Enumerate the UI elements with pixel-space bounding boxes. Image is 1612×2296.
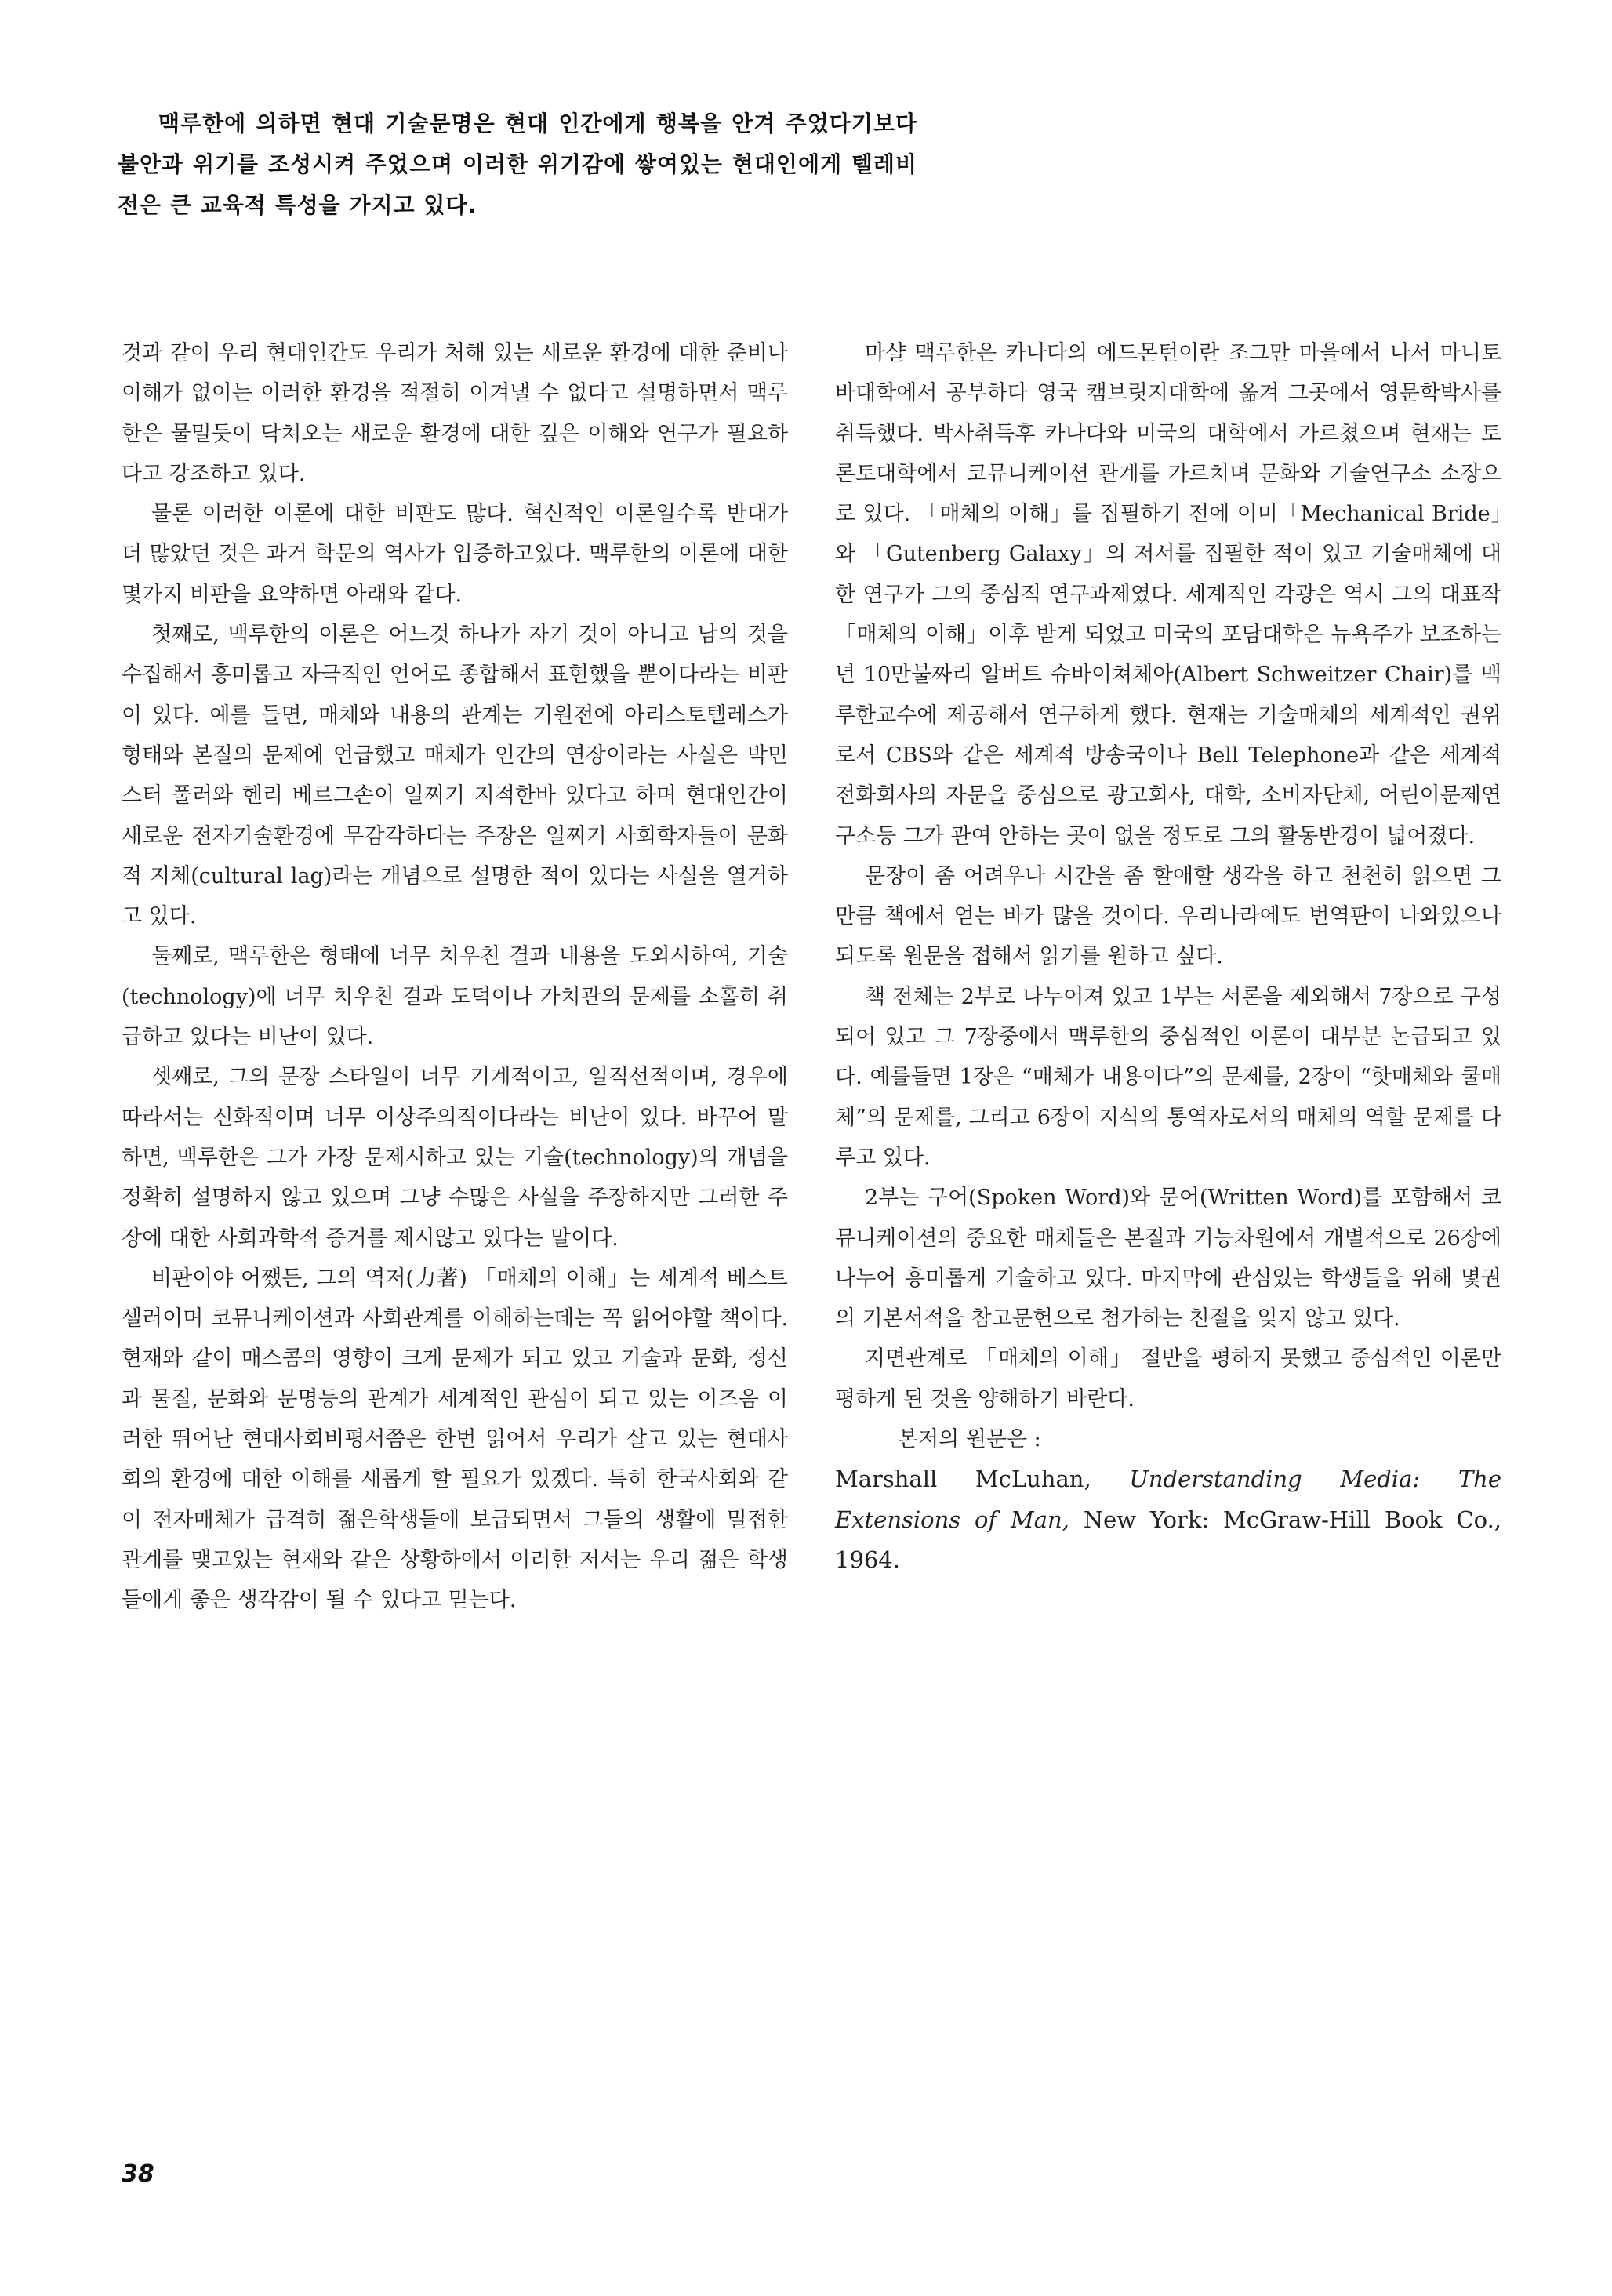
reference-publisher: New York: McGraw-Hill Book Co., 1964. — [835, 1506, 1502, 1573]
reference-title: Understanding Media: The Extensions of Man, — [835, 1466, 1502, 1533]
paragraph: 마샬 맥루한은 카나다의 에드몬턴이란 조그만 마을에서 나서 마니토바대학에서 공부하다 영국 캠브릿지대학에 옮겨 그곳에서 영문학박사를 취득했다. 박사취득후 카나다와 미국의 대학에서 가르쳤으며 현재는 토론토대학에서 코뮤니케이션 관계를 가르치며 문화와 기술연구소 소장으로 있다. 「매체의 이해」를 집필하기 전에 이미「Mechanical Bride」와 「Gutenberg Galaxy」의 저서를 집필한 적이 있고 기술매체에 대한 연구가 그의 중심적 연구과제였다. 세계적인 각광은 역시 그의 대표작「매체의 이해」이후 받게 되었고 미국의 포담대학은 뉴욕주가 보조하는 년 10만불짜리 알버트 슈바이쳐체아(Albert Schweitzer Chair)를 맥루한교수에 제공해서 연구하게 했다. 현재는 기술매체의 세계적인 권위로서 CBS와 같은 세계적 방송국이나 Bell Telephone과 같은 세계적 전화회사의 자문을 중심으로 광고회사, 대학, 소비자단체, 어린이문제연구소등 그가 관여 안하는 곳이 없을 정도로 그의 활동반경이 넓어졌다. — [835, 341, 1501, 848]
reference-heading: 본저의 원문은 : — [898, 1427, 1041, 1452]
right-column — [835, 333, 1501, 1580]
paragraph: 첫째로, 맥루한의 이론은 어느것 하나가 자기 것이 아니고 남의 것을 수집해서 흥미롭고 자극적인 언어로 종합해서 표현했을 뿐이다라는 비판이 있다. 예를 들면, 매체와 내용의 관계는 기원전에 아리스토텔레스가 형태와 본질의 문제에 언급했고 매체가 인간의 연장이라는 사실은 박민스터 풀러와 헨리 베르그손이 일찌기 지적한바 있다고 하며 현대인간이 새로운 전자기술환경에 무감각하다는 주장은 일찌기 사회학자들이 문화적 지체(cultural lag)라는 개념으로 설명한 적이 있다는 사실을 열거하고 있다. — [122, 623, 788, 929]
paragraph: 물론 이러한 이론에 대한 비판도 많다. 혁신적인 이론일수록 반대가 더 많았던 것은 과거 학문의 역사가 입증하고있다. 맥루한의 이론에 대한 몇가지 비판을 요약하면 아래와 같다. — [122, 502, 788, 607]
paragraph: 것과 같이 우리 현대인간도 우리가 처해 있는 새로운 환경에 대한 준비나 이해가 없이는 이러한 환경을 적절히 이겨낼 수 없다고 설명하면서 맥루한은 물밀듯이 닥쳐오는 새로운 환경에 대한 깊은 이해와 연구가 필요하다고 강조하고 있다. — [122, 341, 788, 486]
reference-citation — [835, 1459, 1501, 1580]
paragraph: 지면관계로 「매체의 이해」 절반을 평하지 못했고 중심적인 이론만 평하게 된 것을 양해하기 바란다. — [835, 1346, 1501, 1411]
reference-author: Marshall McLuhan, — [835, 1466, 1091, 1493]
paragraph: 2부는 구어(Spoken Word)와 문어(Written Word)를 포함해서 코뮤니케이션의 중요한 매체들은 본질과 기능차원에서 개별적으로 26장에 나누어 흥미롭게 기술하고 있다. 마지막에 관심있는 학생들을 위해 몇권의 기본서적을 참고문헌으로 첨가하는 친절을 잊지 않고 있다. — [835, 1186, 1501, 1331]
pull-quote — [118, 104, 917, 226]
left-column — [122, 333, 788, 1621]
paragraph: 비판이야 어쨌든, 그의 역저(力著) 「매체의 이해」는 세계적 베스트 셀러이며 코뮤니케이션과 사회관계를 이해하는데는 꼭 읽어야할 책이다. 현재와 같이 매스콤의 영향이 크게 문제가 되고 있고 기술과 문화, 정신과 물질, 문화와 문명등의 관계가 세계적인 관심이 되고 있는 이즈음 이러한 뛰어난 현대사회비평서쯤은 한번 읽어서 우리가 살고 있는 현대사회의 환경에 대한 이해를 새롭게 할 필요가 있겠다. 특히 한국사회와 같이 전자매체가 급격히 젊은학생들에 보급되면서 그들의 생활에 밀접한 관계를 맺고있는 현재와 같은 상황하에서 이러한 저서는 우리 젊은 학생들에게 좋은 생각감이 될 수 있다고 믿는다. — [122, 1266, 788, 1613]
page-number: 38 — [122, 2160, 154, 2188]
paragraph: 책 전체는 2부로 나누어져 있고 1부는 서론을 제외해서 7장으로 구성되어 있고 그 7장중에서 맥루한의 중심적인 이론이 대부분 논급되고 있다. 예를들면 1장은 “매체가 내용이다”의 문제를, 2장이 “핫매체와 쿨매체”의 문제를, 그리고 6장이 지식의 통역자로서의 매체의 역할 문제를 다루고 있다. — [835, 984, 1501, 1170]
paragraph: 둘째로, 맥루한은 형태에 너무 치우친 결과 내용을 도외시하여, 기술(technology)에 너무 치우친 결과 도덕이나 가치관의 문제를 소홀히 취급하고 있다는 비난이 있다. — [122, 944, 788, 1050]
pull-quote-text: 맥루한에 의하면 현대 기술문명은 현대 인간에게 행복을 안겨 주었다기보다 불안과 위기를 조성시켜 주었으며 이러한 위기감에 쌓여있는 현대인에게 텔레비전은 큰 교육적 특성을 가지고 있다. — [118, 111, 917, 218]
paragraph: 문장이 좀 어려우나 시간을 좀 할애할 생각을 하고 천천히 읽으면 그만큼 책에서 얻는 바가 많을 것이다. 우리나라에도 번역판이 나와있으나 되도록 원문을 접해서 읽기를 원하고 싶다. — [835, 863, 1501, 969]
paragraph: 셋째로, 그의 문장 스타일이 너무 기계적이고, 일직선적이며, 경우에 따라서는 신화적이며 너무 이상주의적이다라는 비난이 있다. 바꾸어 말하면, 맥루한은 그가 가장 문제시하고 있는 기술(technology)의 개념을 정확히 설명하지 않고 있으며 그냥 수많은 사실을 주장하지만 그러한 주장에 대한 사회과학적 증거를 제시않고 있다는 말이다. — [122, 1065, 788, 1251]
